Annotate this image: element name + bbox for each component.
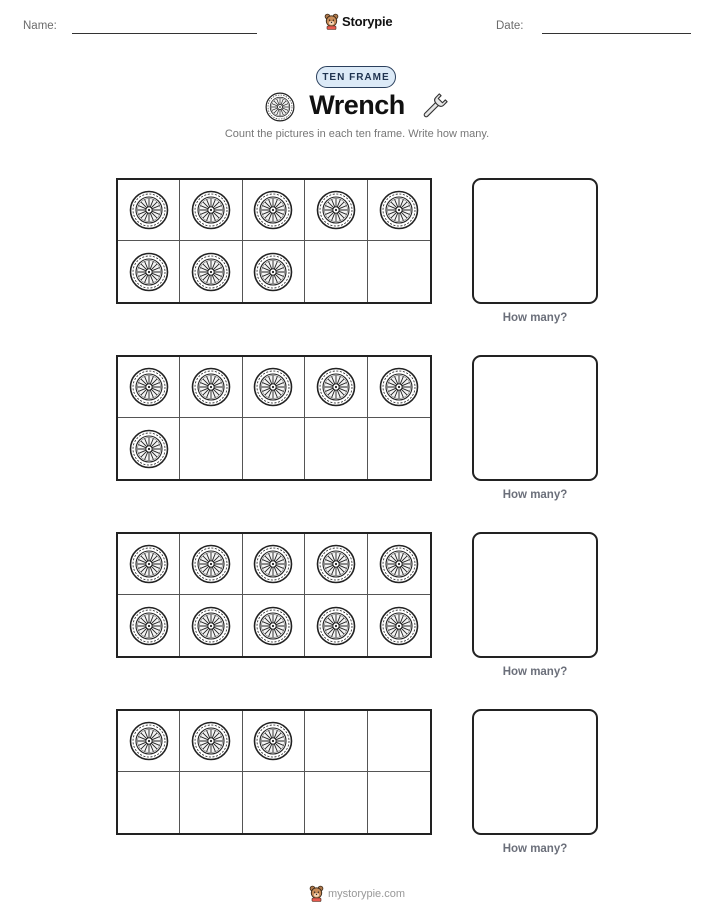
footer [0, 885, 714, 902]
wheel-icon [379, 606, 419, 646]
ten-frame [116, 355, 432, 481]
date-line[interactable] [542, 33, 691, 34]
wheel-icon [191, 544, 231, 584]
ten-frame-cell [118, 711, 180, 772]
wheel-icon [129, 429, 169, 469]
ten-frame-cell [180, 357, 242, 418]
how-many-label: How many? [502, 312, 568, 324]
wheel-icon [316, 367, 356, 407]
ten-frame-cell [305, 595, 367, 656]
ten-frame-cell [118, 534, 180, 595]
ten-frame-cell [368, 595, 430, 656]
ten-frame-cell [118, 180, 180, 241]
ten-frame-cell [118, 418, 180, 479]
ten-frame [116, 178, 432, 304]
wheel-icon [129, 190, 169, 230]
wheel-icon [129, 544, 169, 584]
name-line[interactable] [72, 33, 257, 34]
ten-frame-cell [118, 772, 180, 833]
wheel-icon [253, 367, 293, 407]
ten-frame-cell [305, 241, 367, 302]
wheel-icon [191, 190, 231, 230]
ten-frame-cell [368, 772, 430, 833]
wheel-icon [191, 252, 231, 292]
wheel-icon [253, 544, 293, 584]
ten-frame-cell [243, 534, 305, 595]
ten-frame-cell [180, 711, 242, 772]
answer-box[interactable] [472, 709, 598, 835]
bear-logo-icon [309, 885, 324, 902]
ten-frame-cell [305, 180, 367, 241]
ten-frame-cell [243, 418, 305, 479]
page-title: Wrench [309, 90, 405, 120]
wheel-icon [253, 721, 293, 761]
wheel-icon [191, 606, 231, 646]
ten-frame [116, 532, 432, 658]
ten-frame-cell [243, 180, 305, 241]
ten-frame-cell [243, 595, 305, 656]
bear-logo-icon [324, 13, 339, 30]
ten-frame-cell [180, 418, 242, 479]
wheel-icon [191, 721, 231, 761]
wheel-icon [379, 367, 419, 407]
ten-frame-cell [180, 534, 242, 595]
footer-url: mystorypie.com [327, 887, 406, 900]
how-many-label: How many? [502, 843, 568, 855]
ten-frame-cell [243, 241, 305, 302]
answer-box[interactable] [472, 355, 598, 481]
ten-frame-cell [305, 418, 367, 479]
ten-frame [116, 709, 432, 835]
ten-frame-cell [368, 180, 430, 241]
ten-frame-cell [243, 711, 305, 772]
ten-frame-cell [118, 595, 180, 656]
ten-frame-cell [180, 180, 242, 241]
ten-frame-cell [368, 711, 430, 772]
instructions: Count the pictures in each ten frame. Write how many. [224, 128, 490, 140]
ten-frame-cell [180, 241, 242, 302]
wheel-icon [379, 190, 419, 230]
ten-frame-cell [243, 357, 305, 418]
answer-box[interactable] [472, 532, 598, 658]
how-many-label: How many? [502, 666, 568, 678]
wheel-icon [129, 721, 169, 761]
ten-frame-cell [368, 241, 430, 302]
ten-frame-cell [118, 241, 180, 302]
ten-frame-cell [180, 772, 242, 833]
wheel-icon [191, 367, 231, 407]
ten-frame-cell [305, 357, 367, 418]
wheel-icon [253, 606, 293, 646]
wheel-icon [253, 190, 293, 230]
answer-box[interactable] [472, 178, 598, 304]
ten-frame-cell [368, 418, 430, 479]
brand-logo [324, 13, 392, 30]
date-label: Date: [496, 20, 524, 32]
ten-frame-cell [368, 357, 430, 418]
ten-frame-badge: TEN FRAME [316, 66, 396, 88]
ten-frame-cell [305, 772, 367, 833]
name-label: Name: [23, 20, 57, 32]
ten-frame-cell [243, 772, 305, 833]
ten-frame-cell [180, 595, 242, 656]
how-many-label: How many? [502, 489, 568, 501]
wheel-icon [316, 606, 356, 646]
ten-frame-cell [305, 711, 367, 772]
wheel-icon [253, 252, 293, 292]
wrench-icon [419, 92, 449, 122]
wheel-icon [316, 190, 356, 230]
ten-frame-cell [118, 357, 180, 418]
wheel-icon [316, 544, 356, 584]
wheel-icon [129, 367, 169, 407]
wheel-icon [129, 606, 169, 646]
ten-frame-cell [305, 534, 367, 595]
wheel-icon [379, 544, 419, 584]
ten-frame-cell [368, 534, 430, 595]
brand-name: Storypie [342, 14, 393, 29]
wheel-icon [129, 252, 169, 292]
